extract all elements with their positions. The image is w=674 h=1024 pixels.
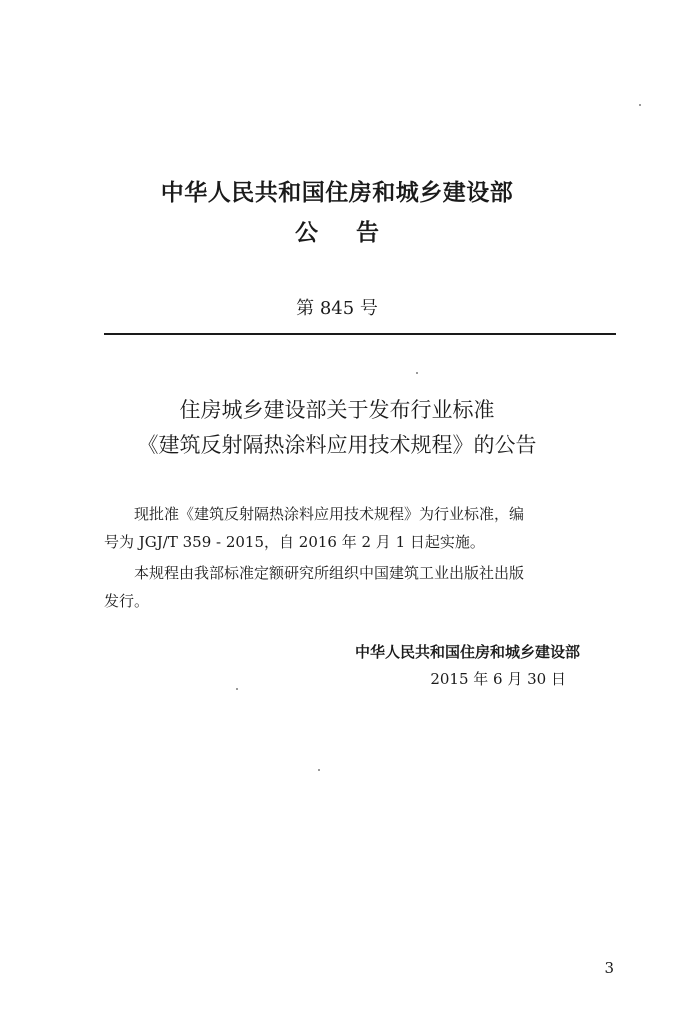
scan-speck (318, 769, 320, 771)
page-number: 3 (604, 959, 614, 977)
document-title-line-1: 住房城乡建设部关于发布行业标准 (179, 398, 495, 422)
ministry-title: 中华人民共和国住房和城乡建设部 (160, 180, 514, 206)
paragraph-1-line-2: 号为 JGJ/T 359 - 2015，自 2016 年 2 月 1 日起实施。 (104, 533, 485, 551)
issue-date: 2015 年 6 月 30 日 (430, 670, 566, 688)
notice-type-heading: 公告 (295, 220, 417, 246)
paragraph-1-line-1: 现批准《建筑反射隔热涂料应用技术规程》为行业标准，编 (134, 505, 525, 523)
paragraph-2-line-2: 发行。 (104, 592, 150, 610)
scan-speck (416, 372, 418, 374)
header-divider (104, 333, 616, 335)
issuer-signature: 中华人民共和国住房和城乡建设部 (354, 643, 580, 661)
scan-speck (236, 688, 238, 690)
paragraph-2-line-1: 本规程由我部标准定额研究所组织中国建筑工业出版社出版 (134, 564, 525, 582)
notice-number: 第 845 号 (296, 298, 378, 319)
scan-speck (639, 104, 641, 106)
document-title-line-2: 《建筑反射隔热涂料应用技术规程》的公告 (137, 433, 537, 457)
